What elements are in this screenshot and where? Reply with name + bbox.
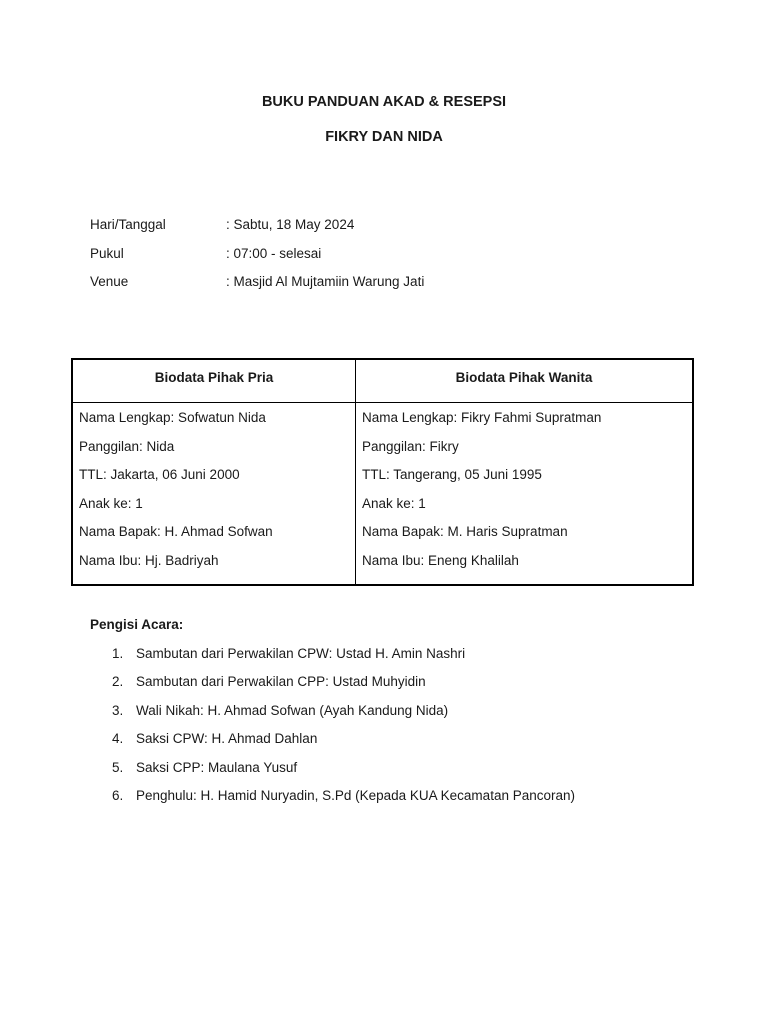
- list-item: [112, 788, 575, 803]
- list-item-number: 4.: [112, 731, 124, 746]
- list-item-number: 3.: [112, 703, 124, 718]
- bride-nickname: Panggilan: Fikry: [362, 439, 459, 454]
- event-date-label: Hari/Tanggal: [90, 217, 166, 232]
- groom-biodata-header: Biodata Pihak Pria: [73, 360, 355, 403]
- list-item-text: Saksi CPP: Maulana Yusuf: [136, 760, 298, 775]
- list-item-text: Sambutan dari Perwakilan CPP: Ustad Muhyidin: [136, 674, 426, 689]
- event-time-label: Pukul: [90, 246, 124, 261]
- groom-child-order: Anak ke: 1: [79, 496, 143, 511]
- bride-mother-name: Nama Ibu: Eneng Khalilah: [362, 553, 519, 568]
- list-item: [112, 646, 465, 661]
- groom-nickname: Panggilan: Nida: [79, 439, 175, 454]
- list-item: [112, 674, 426, 689]
- list-item-text: Saksi CPW: H. Ahmad Dahlan: [136, 731, 318, 746]
- list-item-text: Sambutan dari Perwakilan CPW: Ustad H. Amin Nashri: [136, 646, 466, 661]
- list-item-number: 5.: [112, 760, 124, 775]
- bride-child-order: Anak ke: 1: [362, 496, 426, 511]
- bride-father-name: Nama Bapak: M. Haris Supratman: [362, 524, 568, 539]
- bride-biodata-cell: [356, 402, 692, 584]
- list-item-text: Wali Nikah: H. Ahmad Sofwan (Ayah Kandung Nida): [136, 703, 449, 718]
- document-subtitle: FIKRY DAN NIDA: [325, 129, 443, 145]
- list-item-number: 2.: [112, 674, 124, 689]
- biodata-table: [71, 358, 694, 586]
- pengisi-acara-title: Pengisi Acara:: [90, 617, 184, 632]
- list-item-text: Penghulu: H. Hamid Nuryadin, S.Pd (Kepada KUA Kecamatan Pancoran): [136, 788, 575, 803]
- event-venue-label: Venue: [90, 274, 129, 289]
- bride-biodata-header: Biodata Pihak Wanita: [356, 360, 692, 403]
- groom-mother-name: Nama Ibu: Hj. Badriyah: [79, 553, 219, 568]
- groom-biodata-cell: [73, 402, 355, 584]
- groom-father-name: Nama Bapak: H. Ahmad Sofwan: [79, 524, 273, 539]
- bride-full-name: Nama Lengkap: Fikry Fahmi Supratman: [362, 410, 602, 425]
- event-time-value: : 07:00 - selesai: [226, 246, 322, 261]
- groom-full-name: Nama Lengkap: Sofwatun Nida: [79, 410, 266, 425]
- list-item: [112, 760, 297, 775]
- groom-birth-info: TTL: Jakarta, 06 Juni 2000: [79, 467, 240, 482]
- event-date-value: : Sabtu, 18 May 2024: [226, 217, 355, 232]
- list-item: [112, 703, 448, 718]
- event-venue-value: : Masjid Al Mujtamiin Warung Jati: [226, 274, 425, 289]
- list-item-number: 6.: [112, 788, 124, 803]
- document-title: BUKU PANDUAN AKAD & RESEPSI: [261, 94, 507, 110]
- list-item: [112, 731, 317, 746]
- list-item-number: 1.: [112, 646, 124, 661]
- bride-birth-info: TTL: Tangerang, 05 Juni 1995: [362, 467, 542, 482]
